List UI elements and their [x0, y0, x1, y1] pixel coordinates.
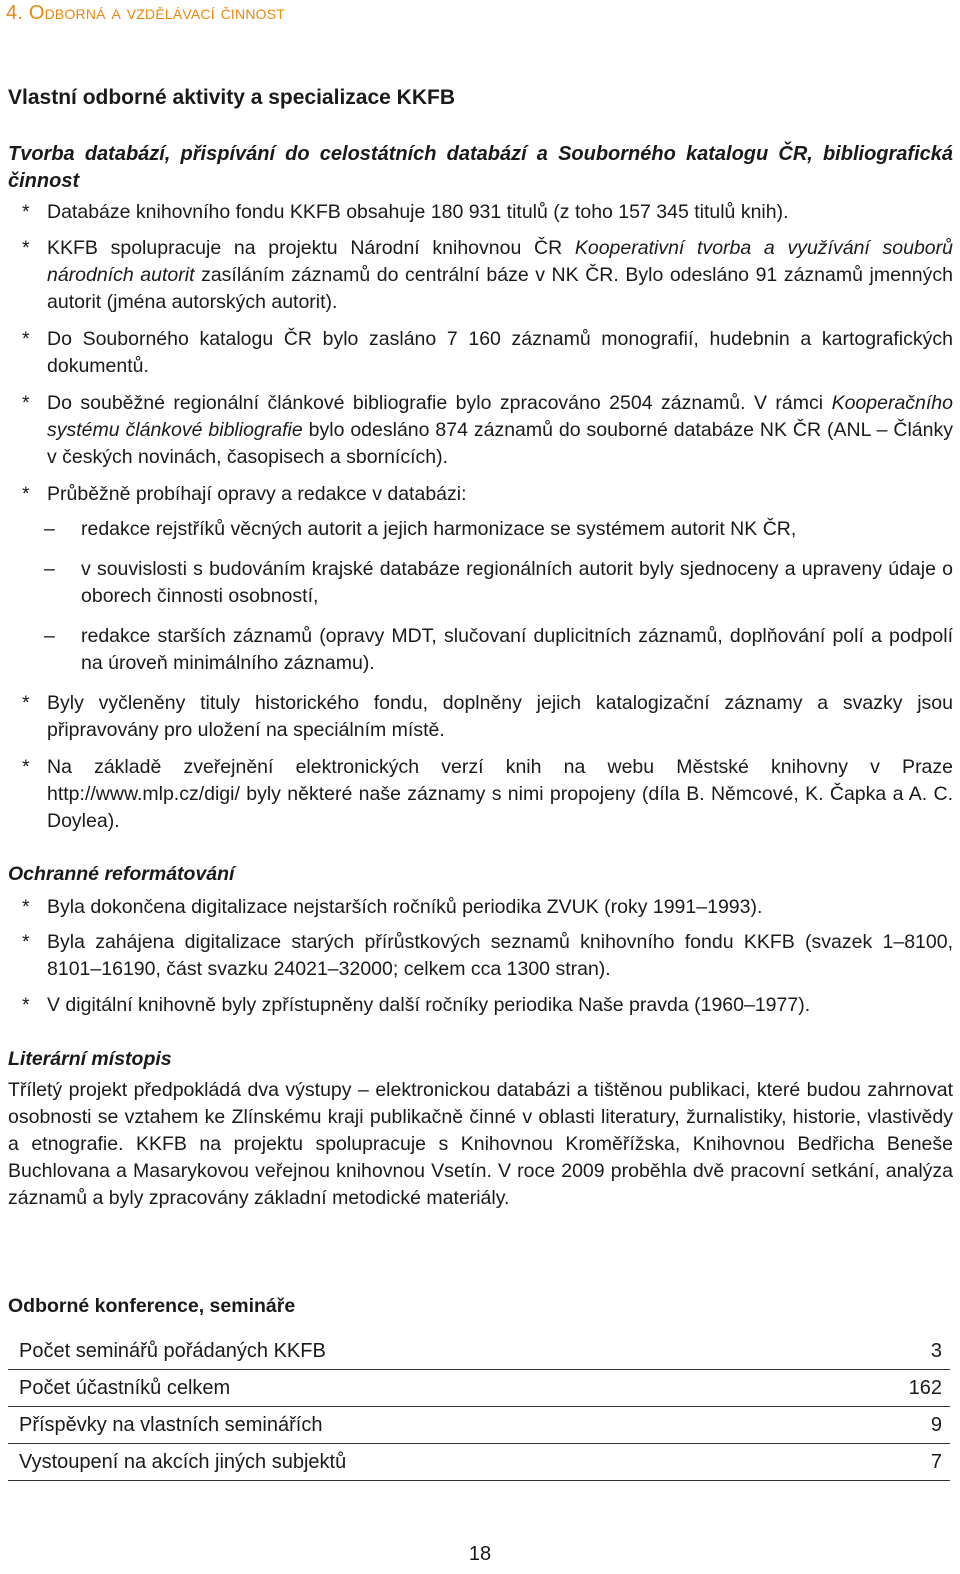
dash-marker: –: [44, 518, 55, 540]
section-title: Vlastní odborné aktivity a specializace KKFB: [8, 86, 455, 109]
table-row: [8, 1407, 950, 1444]
sub-list-item: redakce starších záznamů (opravy MDT, slučovaní duplicitních záznamů, doplňování polí a podpolí na úroveň minimálního záznamu).: [81, 625, 953, 674]
bullet-item: Byly vyčleněny tituly historického fondu, doplněny jejich katalogizační záznamy a svazky jsou připravovány pro uložení na speciálním místě.: [47, 692, 953, 741]
row-label: Počet účastníků celkem: [19, 1376, 231, 1399]
bullet-item: Průběžně probíhají opravy a redakce v databázi:: [47, 483, 467, 505]
bullet-item: Do Souborného katalogu ČR bylo zasláno 7 160 záznamů monografií, hudebnin a kartografických dokumentů.: [47, 328, 953, 377]
bullet-item: Do souběžné regionální článkové bibliografie bylo zpracováno 2504 záznamů. V rámci Kooperačního systému článkové bibliografie bylo odesláno 874 záznamů do souborné databáze NK ČR (ANL – Články v českých novinách, časopisech a sbornících).: [47, 392, 953, 468]
bullet-marker: *: [22, 931, 30, 953]
bullet-marker: *: [22, 328, 30, 350]
row-value: 3: [930, 1339, 942, 1362]
bullet-marker: *: [22, 201, 30, 223]
bullet-marker: *: [22, 237, 30, 259]
chapter-title: Odborná a vzdělávací činnost: [28, 2, 286, 24]
table-row: [8, 1370, 950, 1407]
sub-list-item: redakce rejstříků věcných autorit a jejich harmonizace se systémem autorit NK ČR,: [81, 518, 797, 540]
bullet-item: Na základě zveřejnění elektronických verzí knih na webu Městské knihovny v Praze http://www.mlp.cz/digi/ byly některé naše záznamy s nimi propojeny (díla B. Němcové, K. Čapka a A. C. Doylea).: [47, 756, 953, 832]
literary-heading: Literární místopis: [8, 1048, 172, 1070]
literary-paragraph: Tříletý projekt předpokládá dva výstupy – elektronickou databázi a tištěnou publikaci, které budou zahrnovat osobnosti se vztahem ke Zlínskému kraji publikačně činné v oblasti literatury, žurnalistiky, historie, vlastivědy a etnografie. KKFB na projektu spolupracuje s Knihovnou Kroměřížska, Knihovnou Bedřicha Beneše Buchlovana a Masarykovou veřejnou knihovnou Vsetín. V roce 2009 proběhla dvě pracovní setkání, analýza záznamů a byly zpracovány základní metodické materiály.: [8, 1079, 953, 1209]
row-label: Počet seminářů pořádaných KKFB: [19, 1339, 326, 1362]
bullet-marker: *: [22, 994, 30, 1016]
preservation-heading: Ochranné reformátování: [8, 863, 235, 885]
dash-marker: –: [44, 558, 55, 580]
dash-marker: –: [44, 625, 55, 647]
bullet-marker: *: [22, 392, 30, 414]
chapter-heading: [6, 2, 285, 25]
conferences-heading: Odborné konference, semináře: [8, 1295, 296, 1317]
bullet-item: Databáze knihovního fondu KKFB obsahuje 180 931 titulů (z toho 157 345 titulů knih).: [47, 201, 789, 223]
row-label: Příspěvky na vlastních seminářích: [19, 1413, 323, 1436]
bullet-marker: *: [22, 483, 30, 505]
row-value: 162: [908, 1376, 942, 1399]
row-value: 9: [930, 1413, 942, 1436]
databases-heading: Tvorba databází, přispívání do celostátních databází a Souborného katalogu ČR, bibliografická činnost: [8, 143, 953, 192]
table-row: [8, 1444, 950, 1481]
row-value: 7: [930, 1450, 942, 1473]
bullet-marker: *: [22, 692, 30, 714]
sub-list-item: v souvislosti s budováním krajské databáze regionálních autorit byly sjednoceny a upraveny údaje o oborech činnosti osobností,: [81, 558, 953, 607]
conferences-table: [8, 1333, 950, 1481]
bullet-item: V digitální knihovně byly zpřístupněny další ročníky periodika Naše pravda (1960–1977).: [47, 994, 811, 1016]
chapter-number: 4.: [6, 2, 24, 24]
bullet-marker: *: [22, 756, 30, 778]
page-number: 18: [468, 1543, 492, 1565]
row-label: Vystoupení na akcích jiných subjektů: [19, 1450, 347, 1473]
bullet-item: Byla dokončena digitalizace nejstarších ročníků periodika ZVUK (roky 1991–1993).: [47, 896, 763, 918]
bullet-marker: *: [22, 896, 30, 918]
bullet-item: Byla zahájena digitalizace starých přírůstkových seznamů knihovního fondu KKFB (svazek 1–8100, 8101–16190, část svazku 24021–32000; celkem cca 1300 stran).: [47, 931, 953, 980]
bullet-item: KKFB spolupracuje na projektu Národní knihovnou ČR Kooperativní tvorba a využívání souborů národních autorit zasíláním záznamů do centrální báze v NK ČR. Bylo odesláno 91 záznamů jmenných autorit (jména autorských autorit).: [47, 237, 953, 313]
table-row: [8, 1333, 950, 1370]
